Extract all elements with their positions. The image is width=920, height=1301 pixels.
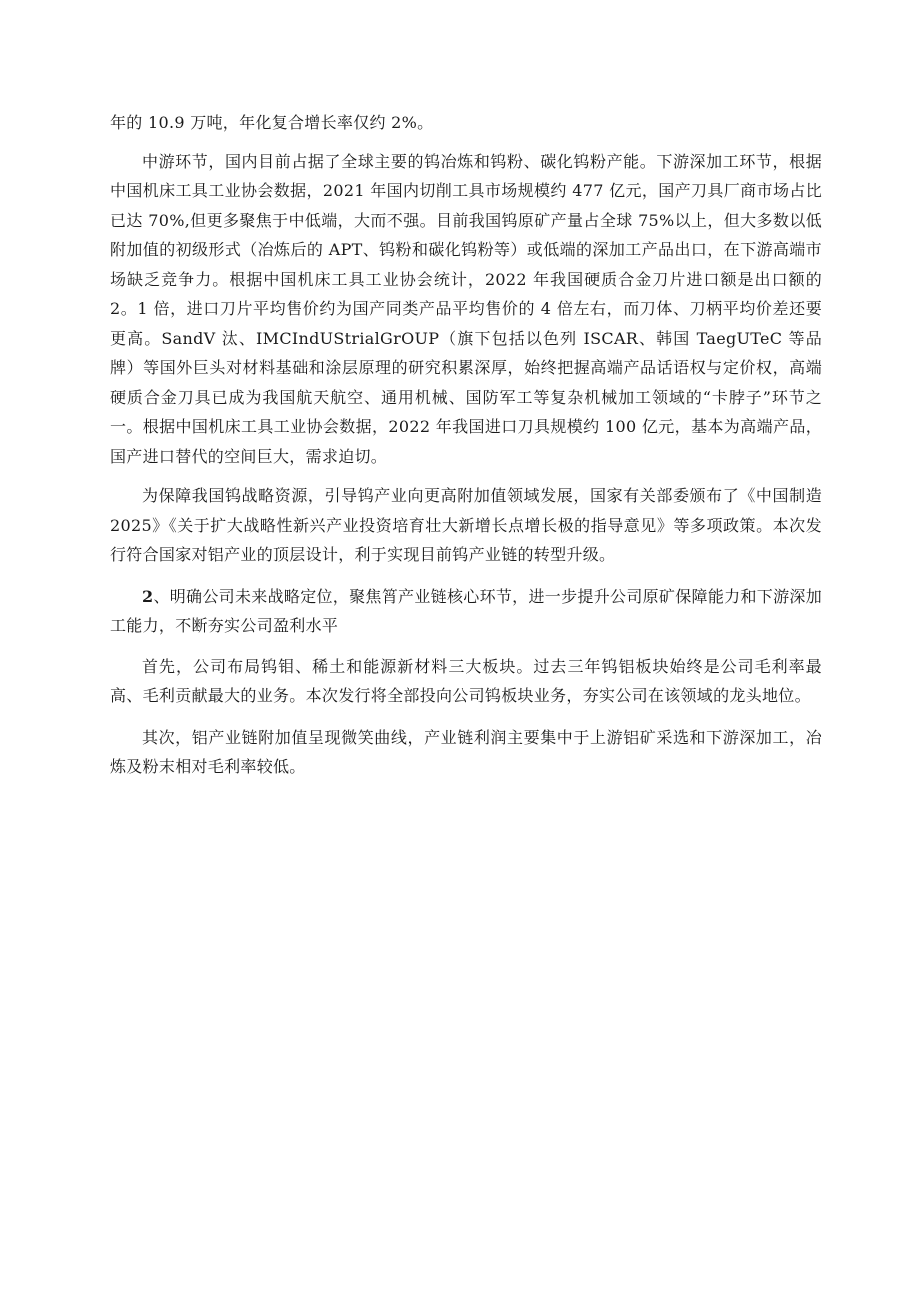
section-heading-text: 、明确公司未来战略定位，聚焦筲产业链核心环节，进一步提升公司原矿保障能力和下游深加工能力，不断夯实公司盈利水平 (110, 586, 822, 635)
document-page (110, 108, 822, 782)
section-number: 2 (142, 586, 154, 606)
section-heading-2 (110, 582, 822, 641)
paragraph-policy: 为保障我国钨战略资源，引导钨产业向更高附加值领域发展，国家有关部委颁布了《中国制造 2025》《关于扩大战略性新兴产业投资培育壮大新增长点增长极的指导意见》等多项政策。本次发行符合国家对铝产业的顶层设计，利于实现目前钨产业链的转型升级。 (110, 486, 822, 564)
paragraph-second: 其次，铝产业链附加值呈现微笑曲线，产业链利润主要集中于上游铝矿采选和下游深加工，冶炼及粉末相对毛利率较低。 (110, 727, 822, 776)
paragraph-first: 首先，公司布局钨钼、稀土和能源新材料三大板块。过去三年钨铝板块始终是公司毛利率最高、毛利贡献最大的业务。本次发行将全部投向公司钨板块业务，夯实公司在该领域的龙头地位。 (110, 656, 822, 705)
paragraph-midstream: 中游环节，国内目前占据了全球主要的钨冶炼和钨粉、碳化钨粉产能。下游深加工环节，根据中国机床工具工业协会数据，2021 年国内切削工具市场规模约 477 亿元，国产刀具厂商市场占比已达 70%,但更多聚焦于中低端，大而不强。目前我国钨原矿产量占全球 75%以上，但大多数以低附加值的初级形式（冶炼后的 APT、钨粉和碳化钨粉等）或低端的深加工产品出口，在下游高端市场缺乏竞争力。根据中国机床工具工业协会统计，2022 年我国硬质合金刀片进口额是出口额的 2。1 倍，进口刀片平均售价约为国产同类产品平均售价的 4 倍左右，而刀体、刀柄平均价差还要更高。SandV 汰、IMCIndUStrialGrOUP（旗下包括以色列 ISCAR、韩国 TaegUTeC 等品牌）等国外巨头对材料基础和涂层原理的研究积累深厚，始终把握高端产品话语权与定价权，高端硬质合金刀具已成为我国航天航空、通用机械、国防军工等复杂机械加工领域的“卡脖子”环节之一。根据中国机床工具工业协会数据，2022 年我国进口刀具规模约 100 亿元，基本为高端产品，国产进口替代的空间巨大，需求迫切。 (110, 151, 822, 466)
paragraph-continuation: 年的 10.9 万吨，年化复合增长率仅约 2%。 (110, 113, 434, 132)
